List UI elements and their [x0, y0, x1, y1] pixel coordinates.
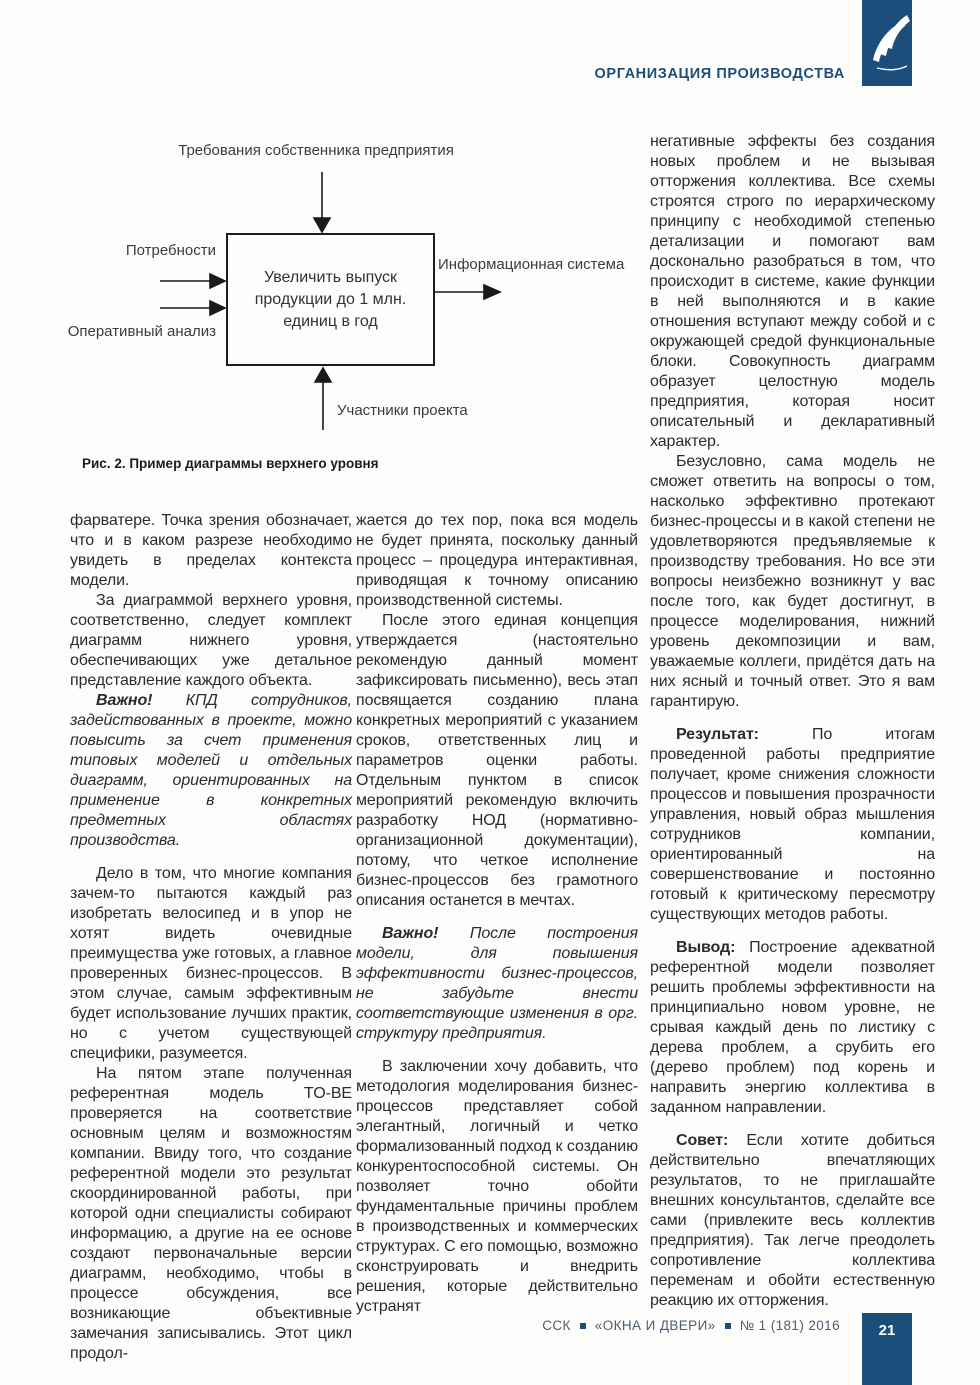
square-separator-icon	[725, 1323, 731, 1329]
text-column-1	[70, 511, 352, 1364]
paragraph-conclusion: Вывод: Построение адекватной референтной модели позволяет решить проблемы эффективности на принципиально новом уровне, не срывая каждый день по листику с дерева проблем, а срубить его (дерево проблем) под корень и направить энергию коллектива в заданном направлении.	[650, 939, 935, 1116]
diagram-label-operational-analysis: Оперативный анализ	[67, 323, 216, 340]
paragraph: На пятом этапе полученная референтная модель TO-BE проверяется на соответствие основным целям и возможностям компании. Ввиду того, что создание референтной модели это результат скоординированной работы, при которой одни специалисты собирают информацию, а другие на ее основе создают первоначальные версии диаграмм, необходимо, чтобы в процессе обсуждения, все возникающие объективные замечания записывались. Этот цикл продол-	[70, 1065, 352, 1362]
figure-caption: Рис. 2. Пример диаграммы верхнего уровня	[82, 456, 379, 471]
diagram-label-owner-requirements: Требования собственника предприятия	[178, 142, 454, 159]
footer-journal-info	[542, 1318, 840, 1333]
diagram-process-box: Увеличить выпуск продукции до 1 млн. единиц в год	[226, 233, 435, 366]
paragraph: В заключении хочу добавить, что методология моделирования бизнес-процессов представляет собой элегантный, логичный и четко формализованный подход к созданию конкурентоспособной системы. Он позволяет точно обойти фундаментальные причины проблем в производственных и коммерческих структурах. С его помощью, возможно сконструировать и внедрить решения, которые действительно устранят	[356, 1058, 638, 1315]
paragraph: жается до тех пор, пока вся модель не будет принята, поскольку данный процесс – процедура интерактивная, приводящая к точному описанию производственной системы.	[356, 512, 638, 609]
diagram-label-information-system: Информационная система	[438, 256, 625, 273]
footer-journal-name: «ОКНА И ДВЕРИ»	[594, 1318, 716, 1333]
footer-journal-abbr: ССК	[542, 1318, 571, 1333]
paragraph-important: Важно! КПД сотрудников, задействованных в проекте, можно повысить за счет применения типовых моделей и отдельных диаграмм, ориентированных на применение в конкретных предметных областях производства.	[70, 692, 352, 849]
page-number-badge	[862, 1313, 912, 1385]
paragraph: За диаграммой верхнего уровня, соответственно, следует комплект диаграмм нижнего уровня, обеспечивающих уже детальное представление каждого объекта.	[70, 592, 352, 689]
paragraph: Дело в том, что многие компания зачем-то пытаются каждый раз изобретать велосипед и в упор не хотят видеть очевидные преимущества уже готовых, а главное проверенных бизнес-процессов. В этом случае, самым эффективным будет использование лучших практик, но с учетом существующей специфики, разумеется.	[70, 865, 352, 1062]
magazine-logo	[862, 0, 912, 86]
paragraph: После этого единая концепция утверждается (настоятельно рекомендую данный момент зафиксировать письменно), весь этап посвящается созданию плана конкретных мероприятий с указанием сроков, ответственных лиц и параметров оценки работы. Отдельным пунктом в список мероприятий рекомендую включить разработку НОД (нормативно-организационной документации), потому, что четкое исполнение бизнес-процессов без грамотного описания останется в мечтах.	[356, 612, 638, 909]
logo-swoosh-icon	[862, 0, 912, 86]
text-column-2	[356, 511, 638, 1317]
diagram-label-needs: Потребности	[125, 242, 216, 259]
paragraph: Безусловно, сама модель не сможет ответить на вопросы о том, насколько эффективно протекают бизнес-процессы и в какой степени не удовлетворяются предъявляемые к производству требования. Но все эти вопросы неизбежно возникнут у вас после того, как будет достигнут, в процессе моделирования, нижний уровень декомпозиции и вам, уважаемые коллеги, придётся дать на них ясный и точный ответ. Это я вам гарантирую.	[650, 453, 935, 710]
page-number: 21	[878, 1322, 896, 1339]
figure-top-level-diagram	[60, 130, 625, 462]
paragraph-important: Важно! После построения модели, для повышения эффективности бизнес-процессов, не забудьте внести соответствующие изменения в орг. структуру предприятия.	[356, 925, 638, 1042]
section-header-title: ОРГАНИЗАЦИЯ ПРОИЗВОДСТВА	[594, 66, 845, 82]
square-separator-icon	[580, 1323, 586, 1329]
paragraph: фарватере. Точка зрения обозначает, что и в каком разрезе необходимо увидеть в пределах контекста модели.	[70, 512, 352, 589]
footer-issue-info: № 1 (181) 2016	[739, 1318, 840, 1333]
paragraph: негативные эффекты без создания новых проблем и не вызывая отторжения коллектива. Все схемы строятся строго по иерархическому принципу с необходимой степенью детализации и помогают вам досконально разобраться в том, что происходит в системе, какие функции в ней выполняются и в какие отношения вступают между собой и с окружающей средой функциональные блоки. Совокупность диаграмм образует целостную модель предприятия, которая носит описательный и декларативный характер.	[650, 133, 935, 450]
diagram-label-project-participants: Участники проекта	[337, 402, 468, 419]
paragraph-result: Результат: По итогам проведенной работы предприятие получает, кроме снижения сложности процессов и повышения прозрачности управления, новый образ мышления сотрудников компании, ориентированный на совершенствование и постоянно готовый к критическому пересмотру существующих методов работы.	[650, 726, 935, 923]
text-column-3	[650, 132, 935, 1311]
paragraph-advice: Совет: Если хотите добиться действительно впечатляющих результатов, то не приглашайте внешних консультантов, сделайте все сами (привлеките весь коллектив предприятия). Так легче преодолеть сопротивление коллектива переменам и обойти естественную реакцию их отторжения.	[650, 1132, 935, 1309]
